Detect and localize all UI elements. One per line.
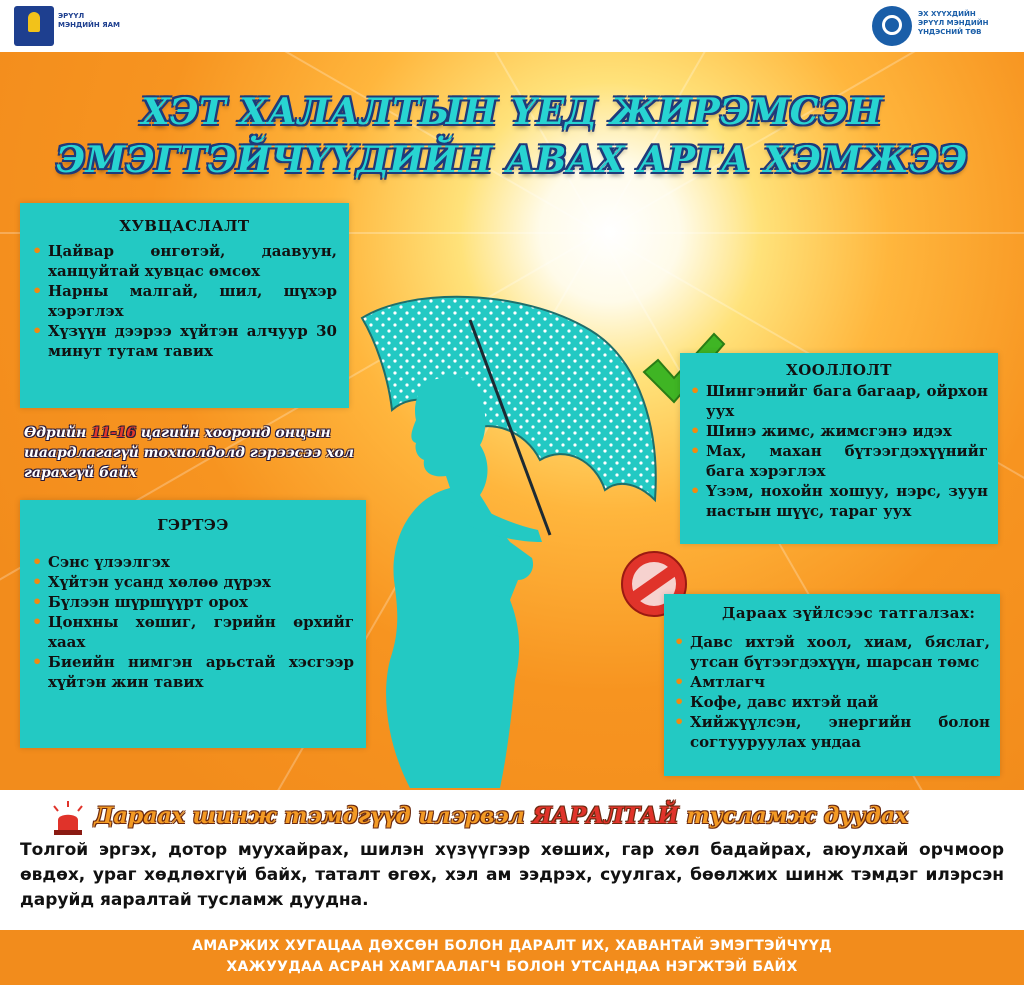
ministry-logo-line1: ЭРҮҮЛ: [58, 12, 85, 20]
mch-center-logo-icon: [872, 6, 912, 46]
list-item: • Шинэ жимс, жимсгэнэ идэх: [690, 421, 988, 441]
list-item: • Давс ихтэй хоол, хиам, бяслаг, утсан бүтээгдэхүүн, шарсан төмс: [674, 632, 990, 672]
avoid-list: [674, 632, 990, 752]
mch-logo-line1: ЭХ ХҮҮХДИЙН: [918, 10, 976, 18]
warning-hours: 11-16: [91, 425, 136, 441]
list-item: • Хүзүүн дээрээ хүйтэн алчуур 30 минут тутам тавих: [32, 321, 337, 361]
home-panel: [20, 500, 366, 748]
pregnant-woman-umbrella-icon: [350, 280, 680, 788]
mch-logo-line2: ЭРҮҮЛ МЭНДИЙН: [918, 19, 989, 27]
list-item: • Хүйтэн усанд хөлөө дүрэх: [32, 572, 354, 592]
list-item: • Шингэнийг бага багаар, ойрхон уух: [690, 381, 988, 421]
emergency-title-after: тусламж дуудах: [678, 803, 909, 829]
title-line1: ХЭТ ХАЛАЛТЫН ҮЕД ЖИРЭМСЭН: [141, 91, 883, 133]
home-list: [32, 552, 354, 692]
warning-suffix: цагийн хооронд онцын шаардлагагүй тохиолдолд гэрээсээ хол гарахгүй байх: [24, 425, 355, 481]
ministry-logo-text: [58, 12, 120, 30]
avoid-panel: [664, 594, 1000, 776]
footer-line1: АМАРЖИХ ХУГАЦАА ДӨХСӨН БОЛОН ДАРАЛТ ИХ, ХАВАНТАЙ ЭМЭГТЭЙЧҮҮД: [192, 938, 832, 954]
emergency-title-before: Дараах шинж тэмдгүүд илэрвэл: [94, 803, 533, 829]
list-item: • Цайвар өнгөтэй, даавуун, ханцуйтай хувцас өмсөх: [32, 241, 337, 281]
title-line2: ЭМЭГТЭЙЧҮҮДИЙН АВАХ АРГА ХЭМЖЭЭ: [56, 139, 968, 181]
list-item: • Биеийн нимгэн арьстай хэсгээр хүйтэн жин тавих: [32, 652, 354, 692]
food-panel: [680, 353, 998, 544]
footer-banner: [0, 930, 1024, 985]
avoid-heading: Дараах зүйлсээс татгалзах:: [722, 604, 976, 622]
outdoor-warning: [24, 423, 364, 483]
home-heading: ГЭРТЭЭ: [157, 516, 229, 534]
list-item: • Мах, махан бүтээгдэхүүнийг бага хэрэглэх: [690, 441, 988, 481]
siren-icon: [48, 800, 88, 836]
clothing-heading: ХУВЦАСЛАЛТ: [119, 217, 250, 235]
list-item: • Бүлээн шүршүүрт орох: [32, 592, 354, 612]
emergency-body: Толгой эргэх, дотор муухайрах, шилэн хүзүүгээр хөших, гар хөл бадайрах, аюулхай орчмоор өвдөх, ураг хөдлөхгүй байх, таталт өгөх, хэл ам ээдрэх, суулгах, бөөлжих шинж тэмдэг илэрсэн даруйд яаралтай тусламж дуудна.: [20, 840, 1004, 910]
list-item: • Нарны малгай, шил, шүхэр хэрэглэх: [32, 281, 337, 321]
list-item: • Сэнс үлээлгэх: [32, 552, 354, 572]
list-item: • Үзэм, нохойн хошуу, нэрс, зуун настын шүүс, тараг уух: [690, 481, 988, 521]
list-item: • Цонхны хөшиг, гэрийн өрхийг хаах: [32, 612, 354, 652]
mch-center-logo-text: [918, 10, 988, 37]
emergency-title: [94, 799, 994, 833]
ministry-logo-icon: [14, 6, 54, 46]
header: [0, 0, 1024, 52]
page-title: [0, 88, 1024, 184]
list-item: • Амтлагч: [674, 672, 990, 692]
list-item: • Хийжүүлсэн, энергийн болон согтууруулах ундаа: [674, 712, 990, 752]
emergency-title-urgent: ЯАРАЛТАЙ: [532, 803, 679, 829]
list-item: • Кофе, давс ихтэй цай: [674, 692, 990, 712]
ministry-logo-line2: МЭНДИЙН ЯАМ: [58, 21, 120, 29]
clothing-panel: [20, 203, 349, 408]
clothing-list: [32, 241, 337, 361]
footer-line2: ХАЖУУДАА АСРАН ХАМГААЛАГЧ БОЛОН УТСАНДАА НЭГЖТЭЙ БАЙХ: [226, 959, 798, 975]
food-heading: ХООЛЛОЛТ: [786, 361, 892, 379]
food-list: [690, 381, 988, 521]
warning-prefix: Өдрийн: [24, 425, 92, 441]
mch-logo-line3: ҮНДЭСНИЙ ТӨВ: [918, 28, 982, 36]
